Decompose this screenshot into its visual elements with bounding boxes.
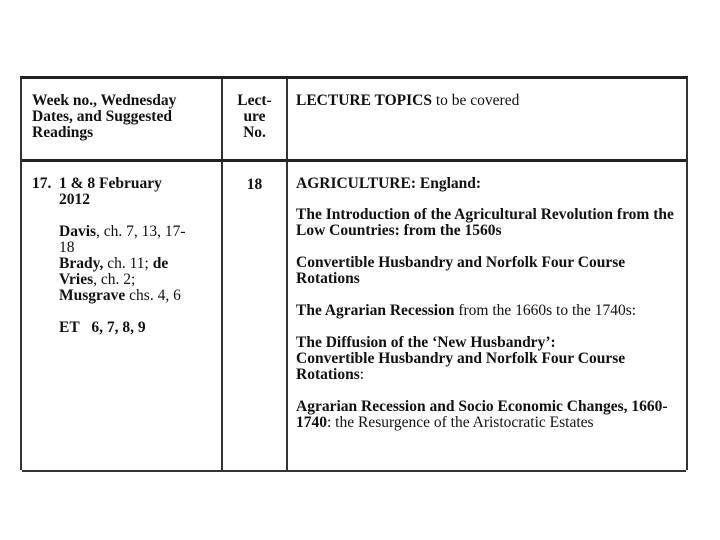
header-topics-cell <box>287 79 686 161</box>
header-week-line2: Dates, and Suggested <box>32 108 172 125</box>
header-week-cell <box>22 79 222 161</box>
syllabus-table <box>20 76 688 470</box>
date-line1: 1 & 8 February <box>59 175 162 192</box>
et-line <box>59 320 221 336</box>
reading-musgrave: Musgrave chs. 4, 6 <box>59 287 181 304</box>
reading-davis: Davis, ch. 7, 13, 17- <box>59 223 186 240</box>
header-lect-line1: Lect- <box>237 92 272 109</box>
et-label: ET <box>59 319 80 336</box>
topic-4: The Diffusion of the ‘New Husbandry’: Convertible Husbandry and Norfolk Four Course Rotations: <box>296 334 626 383</box>
reading-brady: Brady, ch. 11; de <box>59 255 169 272</box>
topic-5: Agrarian Recession and Socio Economic Changes, 1660-1740: the Resurgence of the Aristocratic Estates <box>296 398 668 431</box>
header-row <box>22 79 686 161</box>
header-week-line3: Readings <box>32 124 94 141</box>
header-topics-rest: to be covered <box>431 92 520 109</box>
lecture-number: 18 <box>246 176 263 193</box>
week-number: 17. <box>32 175 52 192</box>
header-topics-bold: LECTURE TOPICS <box>296 92 432 109</box>
header-week-line1: Week no., Wednesday <box>32 92 177 109</box>
topics-cell <box>287 161 686 472</box>
topic-2: Convertible Husbandry and Norfolk Four Course Rotations <box>296 254 626 287</box>
et-values: 6, 7, 8, 9 <box>91 319 146 336</box>
week-cell <box>22 161 222 472</box>
week-row <box>22 161 686 472</box>
lecture-cell <box>222 161 287 472</box>
reading-devries: Vries, ch. 2; <box>59 271 136 288</box>
header-lecture-cell <box>222 79 287 161</box>
header-lect-line3: No. <box>243 124 266 141</box>
topic-3: The Agrarian Recession from the 1660s to the 1740s: <box>296 302 637 319</box>
topic-1: The Introduction of the Agricultural Revolution from the Low Countries: from the 1560s <box>296 206 674 239</box>
topic-title: AGRICULTURE: England: <box>296 175 482 192</box>
header-lect-line2: ure <box>243 108 266 125</box>
reading-davis-cont: 18 <box>59 239 75 256</box>
date-line2: 2012 <box>59 191 90 208</box>
